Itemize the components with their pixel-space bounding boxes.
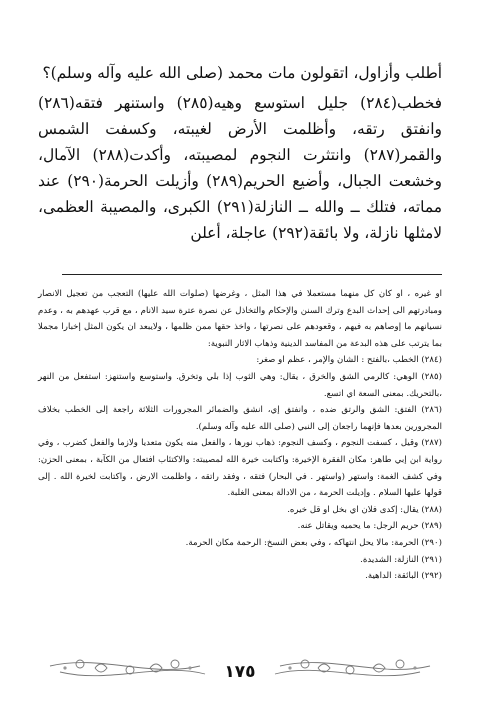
footnote-290: (٢٩٠) الحرمة: مالا يحل انتهاكه ، وفي بعض النسخ: الرحمة مكان الحرمة. (185, 537, 442, 548)
footnote-289: (٢٨٩) حريم الرجل: ما يحميه ويقاتل عنه. (297, 521, 442, 532)
footnote-286: (٢٨٦) الفتق: الشق والرتق ضده ، وانفتق إي، انشق والضمائر المجرورات الثلاثة راجعة إلى الخطب بخلاف المجرورين بعدها فإنهما راجعان إلى النبي (صلى الله عليه وآله وسلم). (38, 405, 442, 432)
main-text (38, 60, 442, 246)
footnote-288: (٢٨٨) يقال: إكدى فلان اي بخل او قل خيره. (287, 504, 442, 515)
footnote-284: (٢٨٤) الخطب ،بالفتح : الشان والإمر ، عظم او صغر: (256, 355, 442, 366)
footnote-292: (٢٩٢) البائقة: الداهية. (365, 571, 442, 582)
page-footer (40, 648, 440, 696)
footnote-separator (62, 274, 442, 275)
footnote-291: (٢٩١) النازلة: الشديدة. (360, 554, 442, 565)
footnote-285: (٢٨٥) الوهي: كالرمي الشق والخرق ، يقال: وهي الثوب إذا بلي وتخرق. واستوسع واستنهز: استفعل من النهر ،بالتحريك. بمعنى السعة اي اتسع. (38, 371, 442, 399)
footnote-continued: او غيره ، او كان كل منهما مستعملا في هذا المثل ، وغرضها (صلوات الله عليها) التعجب من تعجيل الانصار ومبادرتهم الى إحداث البدع وترك السنن والإحكام والتخاذل عن نصرة عترة سيد الانام ، مع قرب عهدهم به ، وعدم نسيانهم ما إوصاهم به فيهم ، وقعودهم على نصرتها ، واخذ حقها ممن ظلمها ، ولايبعد ان يكون المثل إخبارا مجملا بما يترتب على هذه البدعة من المفاسد الدينية وذهاب الاثار النبوية: (38, 289, 442, 349)
main-paragraph-2: فخطب(٢٨٤) جليل استوسع وهيه(٢٨٥) واستنهر فتقه(٢٨٦) وانفتق رتقه، وأظلمت الأرض لغيبته، وكسفت الشمس والقمر(٢٨٧) وانتثرت النجوم لمصيبته، وأكدت(٢٨٨) الآمال، وخشعت الجبال، وأضيع الحريم(٢٨٩) وأزيلت الحرمة(٢٩٠) عند مماته، فتلك ــ والله ــ النازلة(٢٩١) الكبرى، والمصيبة العظمى، لامثلها نازلة، ولا بائقة(٢٩٢) عاجلة، أعلن (38, 94, 443, 242)
footnotes (38, 286, 442, 585)
footnote-287: (٢٨٧) وقيل ، كسفت النجوم ، وكسف النجوم: ذهاب نورها ، والفعل منه يكون متعديا ولازما والفعل كضرب ، وفي رواية ابن إبي طاهر: مكان الفقرة الإخيرة: واكتابت خيرة الله لمصيبته: والاكتئاب افتعال من الكآبة ، بمعنى الحزن: وفي كشف الغمة: واستهر (واستهر . في البحار) فتقه ، وفقد راتقه ، واظلمت الارض ، واكتابت لخيرة الله . إلى قولها عليها السلام . وإديلت الحرمة ، من الادالة بمعنى الغلبة. (38, 438, 442, 499)
page-number: ١٧٥ (224, 662, 256, 682)
main-paragraph-1: أطلب وأزاول، اتقولون مات محمد (صلى الله عليه وآله وسلم)؟ (42, 64, 442, 82)
